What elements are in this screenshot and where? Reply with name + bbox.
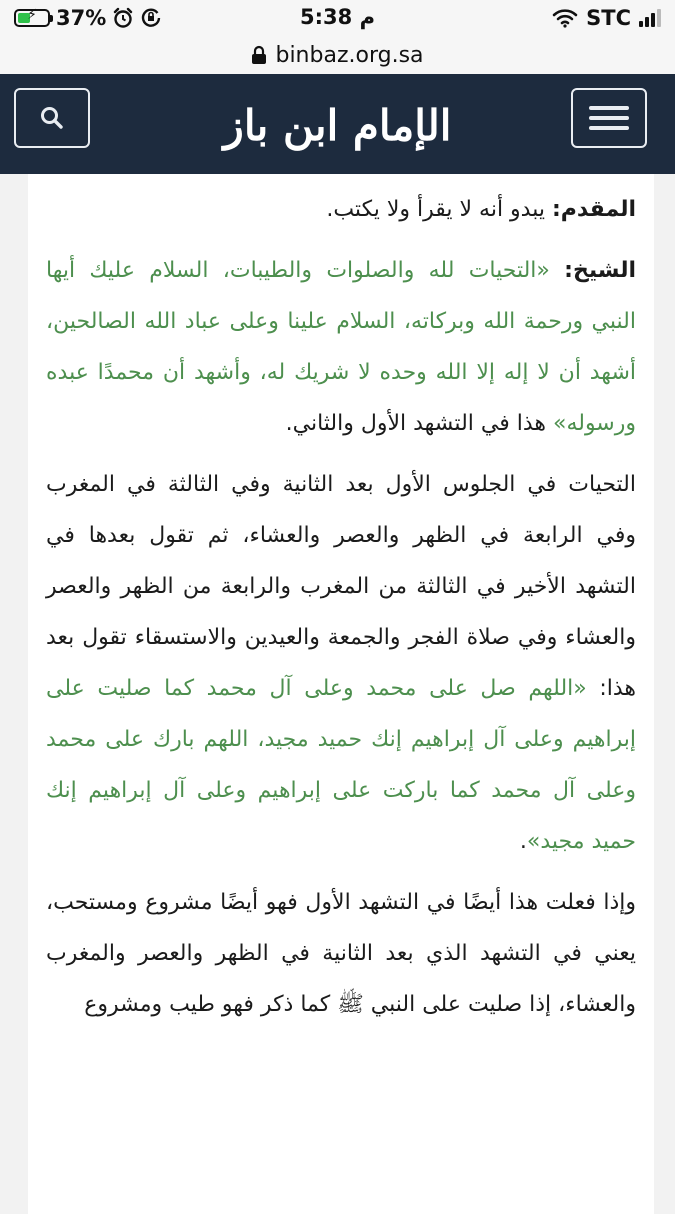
article-content <box>28 174 654 1214</box>
paragraph-first-tashahhud <box>46 877 636 1030</box>
lock-icon <box>251 45 267 65</box>
paragraph-tahiyyat <box>46 459 636 867</box>
status-right <box>552 6 661 30</box>
paragraph-text: التحيات في الجلوس الأول بعد الثانية وفي الثالثة في المغرب وفي الرابعة في الظهر والعصر والعشاء، ثم تقول بعدها في التشهد الأخير في الثالثة من المغرب والرابعة من الظهر والعصر والعشاء وفي صلاة الفجر والجمعة والعيدين والاستسقاء تقول بعد هذا: <box>46 472 636 701</box>
site-header <box>0 74 675 174</box>
site-logo[interactable] <box>190 84 485 166</box>
search-button[interactable] <box>14 88 90 148</box>
paragraph-text: يبدو أنه لا يقرأ ولا يكتب. <box>326 197 552 222</box>
menu-icon-bar <box>589 106 629 110</box>
menu-icon-bar <box>589 126 629 130</box>
search-icon <box>39 105 65 131</box>
quote-text: «التحيات لله والصلوات والطيبات، السلام عليك أيها النبي ورحمة الله وبركاته، السلام علينا وعلى عباد الله الصالحين، أشهد أن لا إله إلا الله وحده لا شريك له، وأشهد أن محمدًا عبده ورسوله» <box>46 258 636 436</box>
paragraph-presenter <box>46 184 636 235</box>
wifi-icon <box>552 8 578 28</box>
signal-icon <box>639 9 661 27</box>
status-bar <box>0 0 675 38</box>
clock: 5:38 م <box>300 5 375 29</box>
url-bar[interactable] <box>0 36 675 74</box>
paragraph-text: هذا في التشهد الأول والثاني. <box>285 411 553 436</box>
paragraph-text: . <box>519 829 527 854</box>
battery-percent: 37% <box>56 6 107 30</box>
speaker-label: المقدم: <box>551 197 636 222</box>
carrier-name: STC <box>586 6 631 30</box>
menu-icon-bar <box>589 116 629 120</box>
paragraph-sheikh <box>46 245 636 449</box>
logo-text: الإمام ابن باز <box>223 100 452 150</box>
quote-text: «اللهم صل على محمد وعلى آل محمد كما صليت على إبراهيم وعلى آل إبراهيم إنك حميد مجيد، اللهم بارك على محمد وعلى آل محمد كما باركت على إبراهيم وعلى آل إبراهيم إنك حميد مجيد» <box>46 676 636 854</box>
menu-button[interactable] <box>571 88 647 148</box>
url-text: binbaz.org.sa <box>275 42 424 68</box>
speaker-label: الشيخ: <box>564 258 636 283</box>
paragraph-text: وإذا فعلت هذا أيضًا في التشهد الأول فهو أيضًا مشروع ومستحب، يعني في التشهد الذي بعد الثانية في الظهر والعصر والمغرب والعشاء، إذا صليت على النبي ﷺ كما ذكر فهو طيب ومشروع <box>46 890 636 1017</box>
battery-icon: ⚡ <box>14 9 50 27</box>
